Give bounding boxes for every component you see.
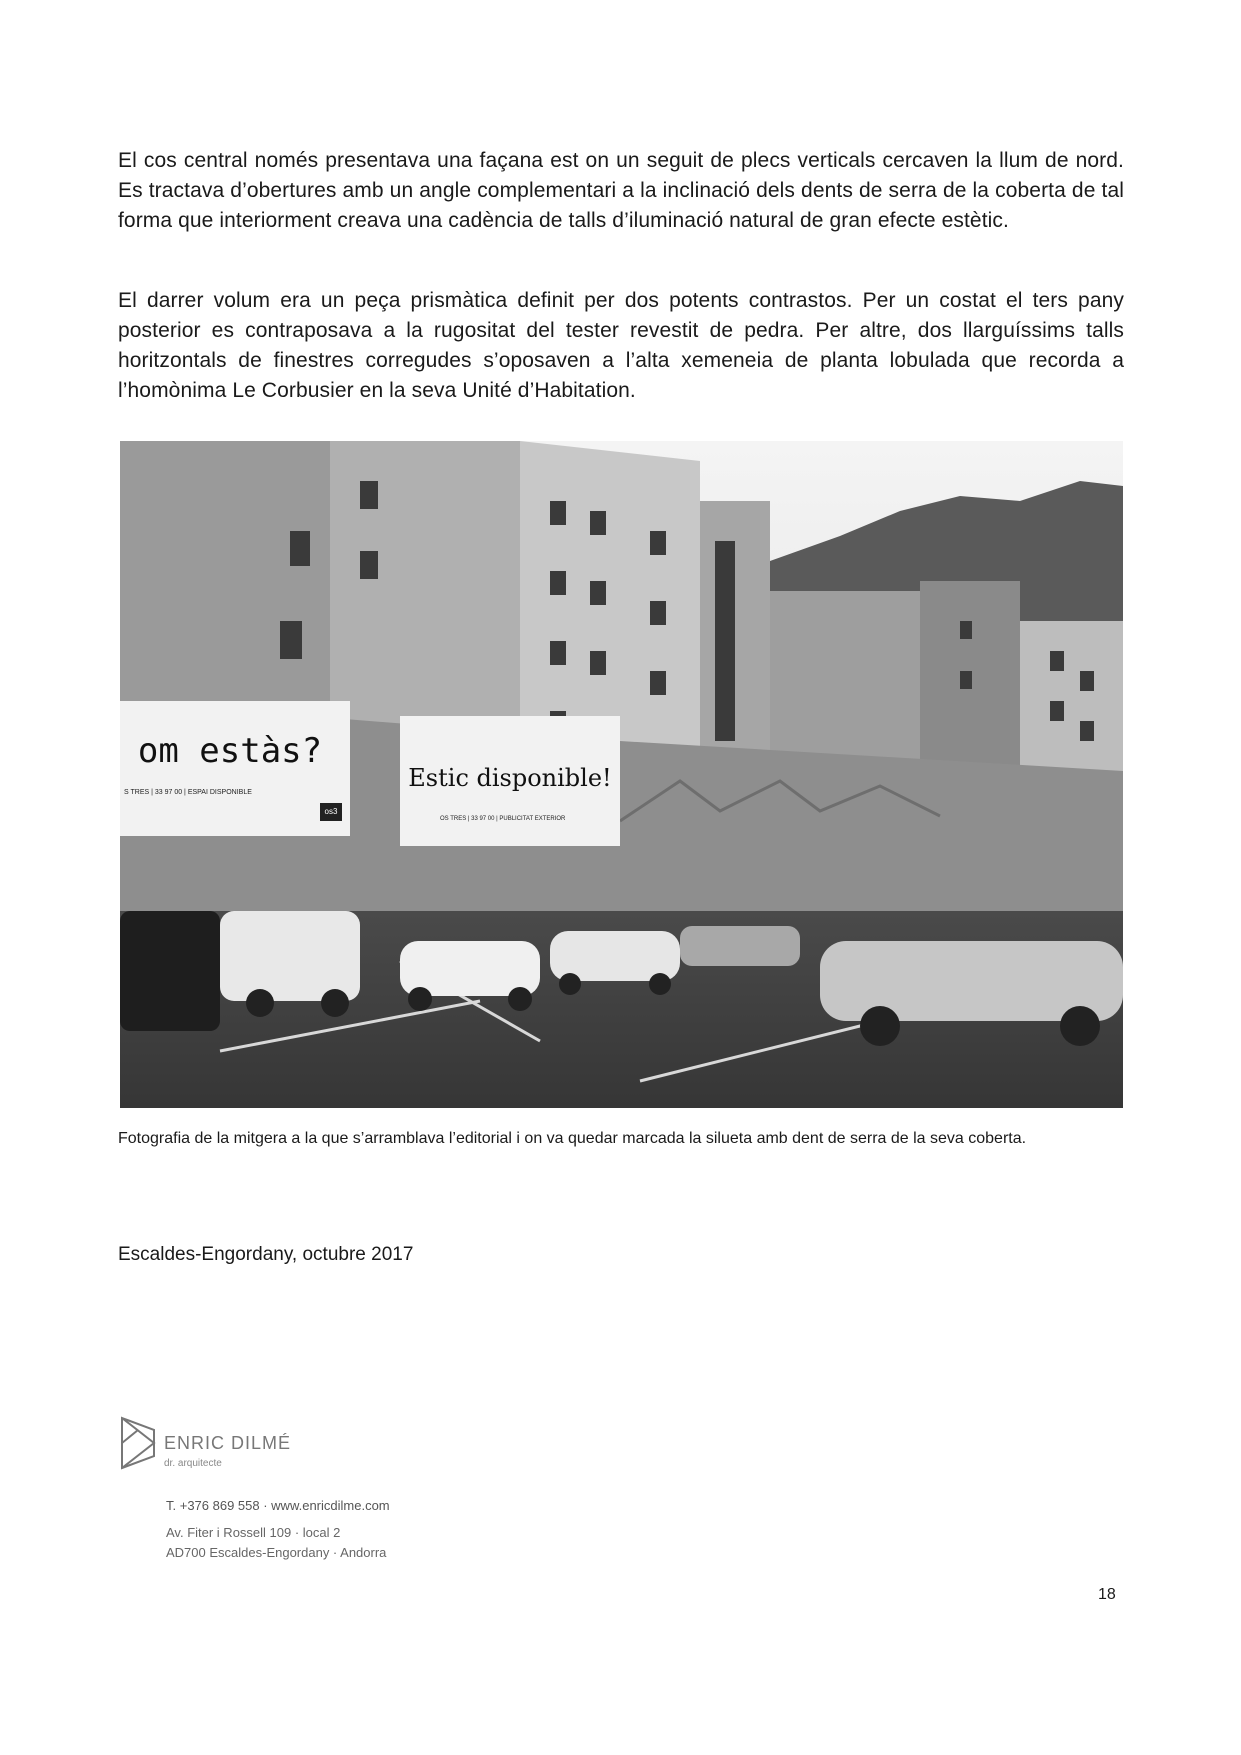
- billboard-right-headline: Estic disponible!: [408, 764, 612, 792]
- paragraph-text: El cos central només presentava una façana est on un seguit de plecs verticals cercaven la llum de nord. Es tractava d’obertures amb un angle complementari a la inclinació dels dents de serra de la coberta de tal forma que interiorment creava una cadència de talls d’iluminació natural de gran efecte estètic.: [118, 149, 1124, 232]
- architect-logo-icon: [120, 1416, 156, 1470]
- address-line-1: Av. Fiter i Rossell 109 · local 2: [166, 1525, 341, 1540]
- billboard-right-small: OS TRES | 33 97 00 | PUBLICITAT EXTERIOR: [440, 816, 566, 822]
- billboard-left-small: S TRES | 33 97 00 | ESPAI DISPONIBLE: [124, 789, 252, 796]
- footer-logo-block: [120, 1416, 520, 1566]
- billboard-logo: os3: [320, 803, 342, 821]
- photo-parking-party-wall: [120, 441, 1123, 1108]
- body-paragraph-2: [118, 286, 1124, 406]
- photo-caption: Fotografia de la mitgera a la que s’arramblava l’editorial i on va quedar marcada la silueta amb dent de serra de la seva coberta.: [118, 1130, 1027, 1147]
- architect-subtitle: dr. arquitecte: [164, 1458, 222, 1469]
- page-number: 18: [1098, 1586, 1116, 1603]
- contact-phone-web: T. +376 869 558 · www.enricdilme.com: [166, 1498, 390, 1513]
- dateline: Escaldes-Engordany, octubre 2017: [118, 1244, 414, 1265]
- billboard-left-headline: om estàs?: [137, 731, 323, 771]
- address-line-2: AD700 Escaldes-Engordany · Andorra: [166, 1545, 387, 1560]
- paragraph-text: El darrer volum era un peça prismàtica definit per dos potents contrastos. Per un costat el ters pany posterior es contraposava a la rugositat del tester revestit de pedra. Per altre, dos llarguíssims talls horitzontals de finestres corregudes s’oposaven a l’alta xemeneia de planta lobulada que recorda a l’homònima Le Corbusier en la seva Unité d’Habitation.: [118, 289, 1124, 402]
- body-paragraph-1: [118, 146, 1124, 236]
- architect-name: ENRIC DILMÉ: [164, 1433, 292, 1453]
